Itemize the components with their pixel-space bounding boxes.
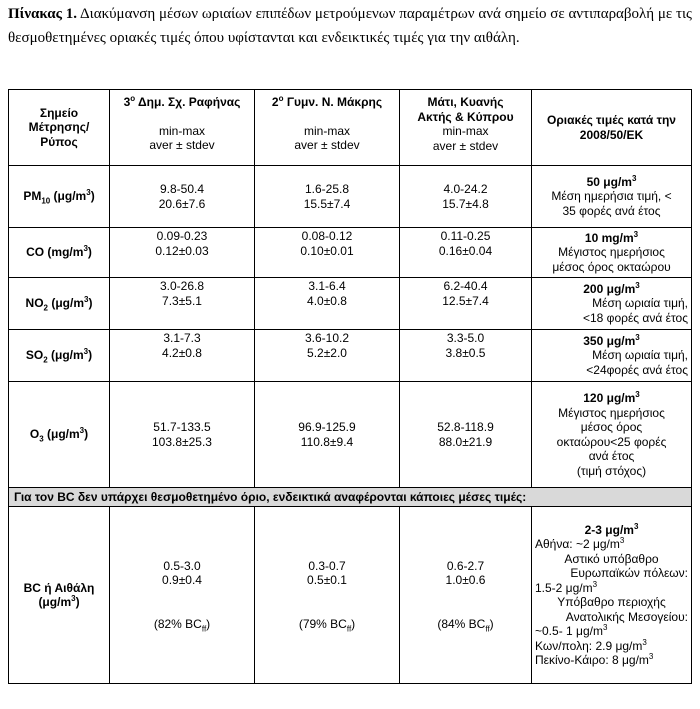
pollutant-label: $SO_2$ $(\mu g/m^3)$ <box>9 330 110 382</box>
table-caption <box>8 2 692 50</box>
bc-notice: Για τον BC δεν υπάρχει θεσμοθετημένο όριο, ενδεικτικά αναφέρονται κάποιες μέσες τιμές: <box>9 488 692 507</box>
header-limit-values: Οριακές τιμές κατά την 2008/50/ΕΚ <box>532 90 692 166</box>
value-cell: 9.8-50.4 20.6±7.6 <box>110 166 255 228</box>
header-station-rafina: $3^o$ Δημ. Σχ. Ραφήνας min-max aver ± stdev <box>110 90 255 166</box>
header-station-makri: $2^o$ Γυμν. Ν. Μάκρης min-max aver ± stdev <box>255 90 400 166</box>
table-row <box>9 278 692 330</box>
value-cell: 3.3-5.0 3.8±0.5 <box>400 330 532 382</box>
value-cell: 3.1-7.3 4.2±0.8 <box>110 330 255 382</box>
limit-cell: 50 $\mu g/m^3$ Μέση ημερήσια τιμή, < 35 φορές ανά έτος <box>532 166 692 228</box>
value-cell: 3.6-10.2 5.2±2.0 <box>255 330 400 382</box>
limit-cell: 350 $\mu g/m^3$ Μέση ωριαία τιμή, <24φορές ανά έτος <box>532 330 692 382</box>
caption-text: Διακύμανση μέσων ωριαίων επιπέδων μετρούμενων παραμέτρων ανά σημείο σε αντιπαραβολή με τις θεσμοθετημένες οριακές τιμές όπου υφίστανται και ενδεικτικές τιμές για την αιθάλη. <box>8 6 692 46</box>
value-cell: 1.6-25.8 15.5±7.4 <box>255 166 400 228</box>
value-cell: 0.09-0.23 0.12±0.03 <box>110 228 255 278</box>
value-cell: 0.6-2.7 1.0±0.6 (84% $BC_{ff}$) <box>400 507 532 684</box>
limit-cell: 200 $\mu g/m^3$ Μέση ωριαία τιμή, <18 φορές ανά έτος <box>532 278 692 330</box>
limit-cell: 120 $\mu g/m^3$ Μέγιστος ημερήσιος μέσος όρος οκταώρου<25 φορές ανά έτος (τιμή στόχος) <box>532 382 692 488</box>
limit-cell: 2-3 $\mu g/m^3$ Αθήνα: ~2 $\mu g/m^3$ Αστικό υπόβαθρο Ευρωπαϊκών πόλεων: 1.5-2 $\mu g/m^3$ Υπόβαθρο περιοχής Ανατολικής Μεσογείου: ~0.5- 1 $\mu g/m^3$ Κων/πολη: 2.9 $\mu g/m^3$ Πεκίνο-Κάιρο: 8 $\mu g/m^3$ <box>532 507 692 684</box>
value-cell: 96.9-125.9 110.8±9.4 <box>255 382 400 488</box>
limit-cell: 10 $mg/m^3$ Μέγιστος ημερήσιος μέσος όρος οκταώρου <box>532 228 692 278</box>
table-row <box>9 507 692 684</box>
pollutant-label: BC ή Αιθάλη $(\mu g/m^3)$ <box>9 507 110 684</box>
pollutant-label: CO $(mg/m^3)$ <box>9 228 110 278</box>
caption-label: Πίνακας 1. <box>8 6 78 22</box>
value-cell: 0.11-0.25 0.16±0.04 <box>400 228 532 278</box>
pollutant-label: $PM_{10}$ $(\mu g/m^3)$ <box>9 166 110 228</box>
value-cell: 0.08-0.12 0.10±0.01 <box>255 228 400 278</box>
notice-row <box>9 488 692 507</box>
value-cell: 6.2-40.4 12.5±7.4 <box>400 278 532 330</box>
header-row <box>9 90 692 166</box>
pollutant-label: $NO_2$ $(\mu g/m^3)$ <box>9 278 110 330</box>
table-row <box>9 330 692 382</box>
pollutant-label: $O_3$ $(\mu g/m^3)$ <box>9 382 110 488</box>
header-station-mati: Μάτι, Κυανής Ακτής & Κύπρου min-max aver ± stdev <box>400 90 532 166</box>
value-cell: 4.0-24.2 15.7±4.8 <box>400 166 532 228</box>
header-point-pollutant: Σημείο Μέτρησης/ Ρύπος <box>9 90 110 166</box>
value-cell: 3.1-6.4 4.0±0.8 <box>255 278 400 330</box>
table-row <box>9 228 692 278</box>
value-cell: 0.3-0.7 0.5±0.1 (79% $BC_{ff}$) <box>255 507 400 684</box>
value-cell: 3.0-26.8 7.3±5.1 <box>110 278 255 330</box>
table-row <box>9 382 692 488</box>
measurements-table <box>8 89 692 684</box>
value-cell: 51.7-133.5 103.8±25.3 <box>110 382 255 488</box>
table-row <box>9 166 692 228</box>
value-cell: 0.5-3.0 0.9±0.4 (82% $BC_{ff}$) <box>110 507 255 684</box>
value-cell: 52.8-118.9 88.0±21.9 <box>400 382 532 488</box>
